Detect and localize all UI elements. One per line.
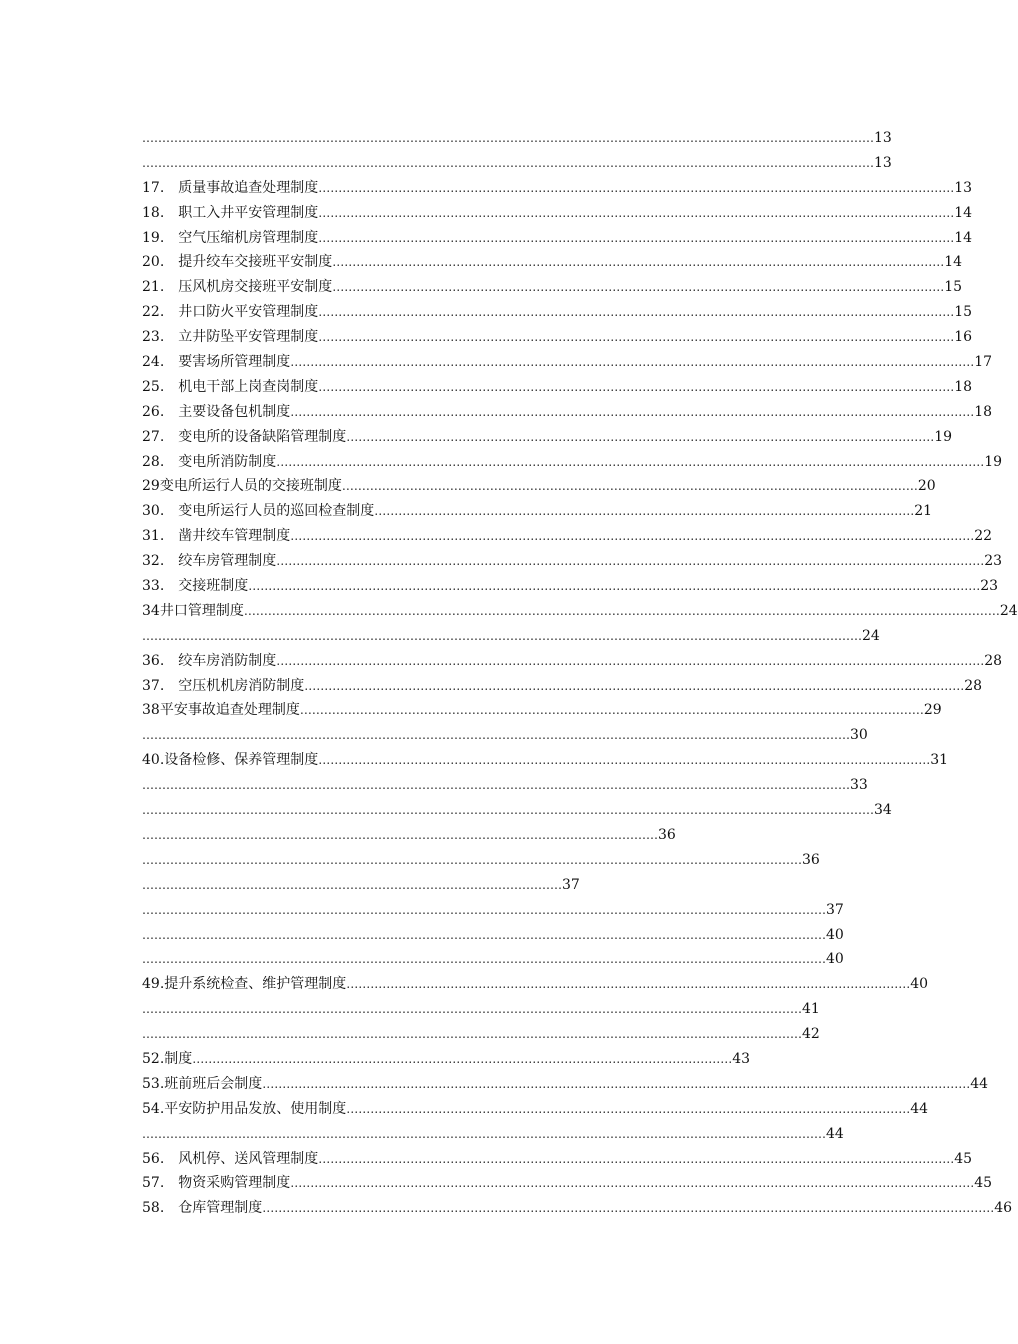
toc-entry[interactable] [142,1072,989,1097]
toc-entry[interactable] [142,997,822,1022]
toc-entry[interactable] [142,275,963,300]
toc-leader-dots: ………………………………………………………………………………………………………………………………… [346,429,935,444]
toc-page-number: 18 [974,403,993,420]
toc-entry[interactable] [142,524,993,549]
toc-leader-dots: ………………………………………………………………………………………………………………… [142,827,658,842]
toc-entry[interactable] [142,599,1018,624]
toc-entry-number: 33. [142,578,165,595]
toc-leader-dots: …………………………………………………………………………………………………………………………………………… [318,305,955,320]
toc-page-number: 13 [874,130,892,146]
toc-leader-dots: ………………………………………………………………………………………………………………………………………………………………… [248,579,981,594]
toc-page-number: 37 [826,901,844,918]
toc-page-number: 28 [984,652,1003,669]
toc-entry-title: 机电干部上岗查岗制度 [178,378,319,395]
toc-page-number: 22 [974,528,993,545]
toc-entry-number: 58. [142,1200,165,1217]
toc-entry-title: 设备检修、保养管理制度 [164,752,319,769]
toc-entry[interactable] [142,748,949,773]
toc-page-number: 41 [802,1001,820,1018]
toc-entry-title: 仓库管理制度 [178,1200,263,1217]
toc-entry-title: 空气压缩机房管理制度 [178,229,319,246]
toc-page-number: 45 [974,1175,993,1192]
toc-entry-number: 26. [142,403,165,420]
toc-entry-title: 凿井绞车管理制度 [178,528,291,545]
toc-page-number: 33 [850,777,868,794]
toc-entry-title: 变电所运行人员的巡回检查制度 [178,503,375,520]
toc-entry[interactable] [142,375,973,400]
toc-entry-number: 34 [142,602,160,619]
toc-page-number: 44 [910,1100,929,1117]
toc-entry-number: 25. [142,378,165,395]
toc-entry[interactable] [142,798,892,823]
toc-page-number: 30 [850,727,868,744]
toc-entry[interactable] [142,923,844,948]
toc-leader-dots: ……………………………………………………………………………………………………………………………………………………… [142,952,826,967]
toc-entry[interactable] [142,1022,822,1047]
toc-entry-title: 物资采购管理制度 [178,1175,291,1192]
toc-leader-dots: …………………………………………………………………………………………………………………………………………… [318,205,955,220]
toc-entry-title: 提升绞车交接班平安制度 [178,254,333,271]
toc-page-number: 15 [944,279,963,296]
toc-entry-title: 平安防护用品发放、使用制度 [164,1100,347,1117]
toc-page-number: 16 [954,329,973,346]
toc-leader-dots: ……………………………………………………………………………………………………………………………………………………… [290,355,975,370]
toc-leader-dots: ………………………………………………………………………………………………………………………………………………………………… [262,1201,995,1216]
toc-entry-number: 32. [142,553,165,570]
toc-entry[interactable] [142,450,1003,475]
toc-entry[interactable] [142,773,868,798]
toc-leader-dots: ………………………………………………………………………………………………………………………………………………………………… [142,155,874,170]
toc-entry[interactable] [142,972,929,997]
toc-entry-number: 29 [142,478,160,495]
toc-entry[interactable] [142,898,844,923]
toc-page-number: 24 [862,627,880,644]
toc-entry[interactable] [142,674,983,699]
toc-leader-dots: ………………………………………………………………………………………………………………………………………………… [304,678,965,693]
toc-entry-title: 风机停、送风管理制度 [178,1150,319,1167]
toc-entry-title: 班前班后会制度 [164,1075,263,1092]
toc-leader-dots: ……………………………………………………………………………………………………………………………………… [318,753,931,768]
toc-page-number: 45 [954,1150,973,1167]
toc-page-number: 43 [732,1050,751,1067]
toc-entry-title: 要害场所管理制度 [178,354,291,371]
toc-entry[interactable] [142,823,822,848]
toc-leader-dots: ………………………………………………………………………………………………………………………………………………… [142,1002,802,1017]
toc-entry[interactable] [142,474,936,499]
toc-leader-dots: …………………………………………………………………………………………………………………………… [346,1101,911,1116]
toc-entry[interactable] [142,1122,844,1147]
toc-page-number: 46 [994,1200,1013,1217]
toc-entry-title: 职工入井平安管理制度 [178,204,319,221]
toc-leader-dots: ………………………………………………………………………………………………………………………………………………… [142,852,802,867]
toc-leader-dots: …………………………………………………………………………………………………………………………………………………………… [276,653,985,668]
toc-entry-number: 21. [142,279,165,296]
toc-leader-dots: …………………………………………………………………………………………………………………………………………… [318,379,955,394]
toc-leader-dots: …………………………………………………………………………………………………………………………………………………………… [276,554,985,569]
toc-entry[interactable] [142,226,973,251]
toc-page-number: 15 [954,304,973,321]
toc-leader-dots: ……………………………………………………………………………………………………………………………………………………………… [142,628,862,643]
toc-entry-number: 31. [142,528,165,545]
toc-page-number: 40 [826,926,844,943]
toc-entry[interactable] [142,250,963,275]
toc-page-number: 28 [964,677,983,694]
toc-leader-dots: ……………………………………………………………………………………………………………………………………………………… [290,404,975,419]
toc-entry-number: 49. [142,976,165,993]
toc-entry[interactable] [142,176,973,201]
toc-entry-number: 27. [142,428,165,445]
toc-page-number: 44 [826,1125,844,1142]
toc-leader-dots: ………………………………………………………………………………………………………………………………………………… [142,1027,802,1042]
toc-entry[interactable] [142,1097,929,1122]
toc-entry-title: 变电所的设备缺陷管理制度 [178,428,347,445]
toc-entry-title: 交接班制度 [178,578,249,595]
toc-leader-dots: …………………………………………………………………………………………………………………………………………… [318,230,955,245]
toc-entry-number: 30. [142,503,165,520]
toc-entry-number: 18. [142,204,165,221]
toc-leader-dots: …………………………………………………………………………………………… [142,877,562,892]
toc-entry-number: 38 [142,702,160,719]
toc-entry-title: 制度 [164,1050,193,1067]
toc-leader-dots: …………………………………………………………………………………………………………………………………………… [318,180,955,195]
toc-leader-dots: ……………………………………………………………………………………………………………………………… [341,479,918,494]
toc-entry-number: 36. [142,652,165,669]
toc-entry[interactable] [142,698,942,723]
toc-entry-number: 52. [142,1050,165,1067]
toc-entry[interactable] [142,723,868,748]
toc-entry-number: 22. [142,304,165,321]
toc-leader-dots: ……………………………………………………………………………………………………………………………………………………… [142,1126,826,1141]
toc-page-number: 40 [910,976,929,993]
toc-entry-title: 质量事故追查处理制度 [178,179,319,196]
toc-page-number: 21 [914,503,933,520]
toc-entry[interactable] [142,1047,822,1072]
toc-leader-dots: ……………………………………………………………………………………………………………………… [374,504,915,519]
toc-page-number: 44 [970,1075,989,1092]
toc-entry[interactable] [142,649,1003,674]
toc-page-number: 19 [934,428,953,445]
toc-page-number: 18 [954,378,973,395]
toc-leader-dots: ……………………………………………………………………………………………………………………………………………………… [290,529,975,544]
toc-page-number: 37 [562,876,580,893]
toc-page-number: 23 [980,578,999,595]
toc-leader-dots: ……………………………………………………………………………………………………………………………………………………… [142,927,826,942]
toc-entry-number: 17. [142,179,165,196]
toc-leader-dots: …………………………………………………………………………………………………………………………………………………………… [142,778,850,793]
toc-leader-dots: …………………………………………………………………………………………………………………………………………… [318,1151,955,1166]
toc-entry[interactable] [142,1147,973,1172]
toc-leader-dots: ………………………………………………………………………………………………………………………………………… [299,703,924,718]
toc-entry-title: 绞车房消防制度 [178,652,277,669]
toc-entry[interactable] [142,549,1003,574]
toc-entry[interactable] [142,425,953,450]
toc-entry-title: 井口管理制度 [159,602,244,619]
toc-entry-title: 平安事故追查处理制度 [159,702,300,719]
toc-page-number: 17 [974,354,993,371]
toc-entry-title: 绞车房管理制度 [178,553,277,570]
toc-page-number: 14 [944,254,963,271]
toc-page-number: 14 [954,229,973,246]
toc-page-number: 42 [802,1026,820,1043]
toc-entry[interactable] [142,151,892,176]
toc-entry[interactable] [142,201,973,226]
toc-entry-title: 变电所运行人员的交接班制度 [159,478,342,495]
toc-page-number: 13 [874,154,892,171]
toc-entry-title: 空压机机房消防制度 [178,677,305,694]
toc-leader-dots: ………………………………………………………………………………………………………………………………………………………………… [142,803,874,818]
toc-entry-number: 57. [142,1175,165,1192]
toc-leader-dots: ……………………………………………………………………………………………………………………………………………………… [290,1176,975,1191]
toc-page-number: 24 [999,602,1018,619]
toc-leader-dots: …………………………………………………………………………………………………………………………………………………………… [142,728,850,743]
toc-page-number: 31 [930,752,949,769]
toc-entry-title: 井口防火平安管理制度 [178,304,319,321]
toc-entry[interactable] [142,873,822,898]
toc-entry[interactable] [142,848,822,873]
toc-entry-number: 40. [142,752,165,769]
toc-entry[interactable] [142,624,880,649]
toc-page-number: 40 [826,951,844,968]
toc-entry-title: 立井防坠平安管理制度 [178,329,319,346]
toc-page-number: 36 [658,826,676,843]
toc-leader-dots: ……………………………………………………………………………………………………………………………………………………… [142,902,826,917]
toc-entry[interactable] [142,574,999,599]
toc-page-number: 13 [954,179,973,196]
toc-leader-dots: ……………………………………………………………………………………………………………………… [192,1051,733,1066]
toc-entry-number: 23. [142,329,165,346]
toc-entry[interactable] [142,300,973,325]
toc-entry-title: 压风机房交接班平安制度 [178,279,333,296]
toc-entry-title: 主要设备包机制度 [178,403,291,420]
toc-entry[interactable] [142,1171,993,1196]
toc-leader-dots: …………………………………………………………………………………………………………………………………………………………… [262,1076,971,1091]
toc-entry-number: 19. [142,229,165,246]
toc-entry-title: 变电所消防制度 [178,453,277,470]
toc-entry[interactable] [142,947,844,972]
toc-leader-dots: ……………………………………………………………………………………………………………………………………… [332,280,945,295]
toc-entry-number: 28. [142,453,165,470]
toc-entry[interactable] [142,350,993,375]
toc-entry[interactable] [142,499,933,524]
table-of-contents [142,126,1018,1221]
toc-leader-dots: …………………………………………………………………………………………………………………………………………………………… [276,454,985,469]
toc-entry[interactable] [142,1196,1013,1221]
toc-leader-dots: ………………………………………………………………………………………………………………………………………………………………… [142,131,874,145]
toc-leader-dots: ……………………………………………………………………………………………………………………………………… [332,255,945,270]
toc-leader-dots: …………………………………………………………………………………………………………………………………………… [318,330,955,345]
toc-page-number: 34 [874,802,892,819]
toc-entry-number: 20. [142,254,165,271]
toc-entry-number: 56. [142,1150,165,1167]
toc-page-number: 14 [954,204,973,221]
toc-entry-number: 53. [142,1075,165,1092]
toc-entry[interactable] [142,126,892,151]
toc-entry[interactable] [142,400,993,425]
toc-entry-number: 54. [142,1100,165,1117]
toc-page-number: 23 [984,553,1003,570]
toc-entry-number: 37. [142,677,165,694]
toc-leader-dots: …………………………………………………………………………………………………………………………… [346,977,911,992]
toc-page-number: 36 [802,851,820,868]
toc-leader-dots: ……………………………………………………………………………………………………………………………………………………………………… [243,603,1000,618]
toc-entry[interactable] [142,325,973,350]
toc-page-number: 19 [984,453,1003,470]
toc-entry-title: 提升系统检查、维护管理制度 [164,976,347,993]
toc-entry-number: 24. [142,354,165,371]
toc-page-number: 29 [923,702,942,719]
toc-page-number: 20 [917,478,936,495]
